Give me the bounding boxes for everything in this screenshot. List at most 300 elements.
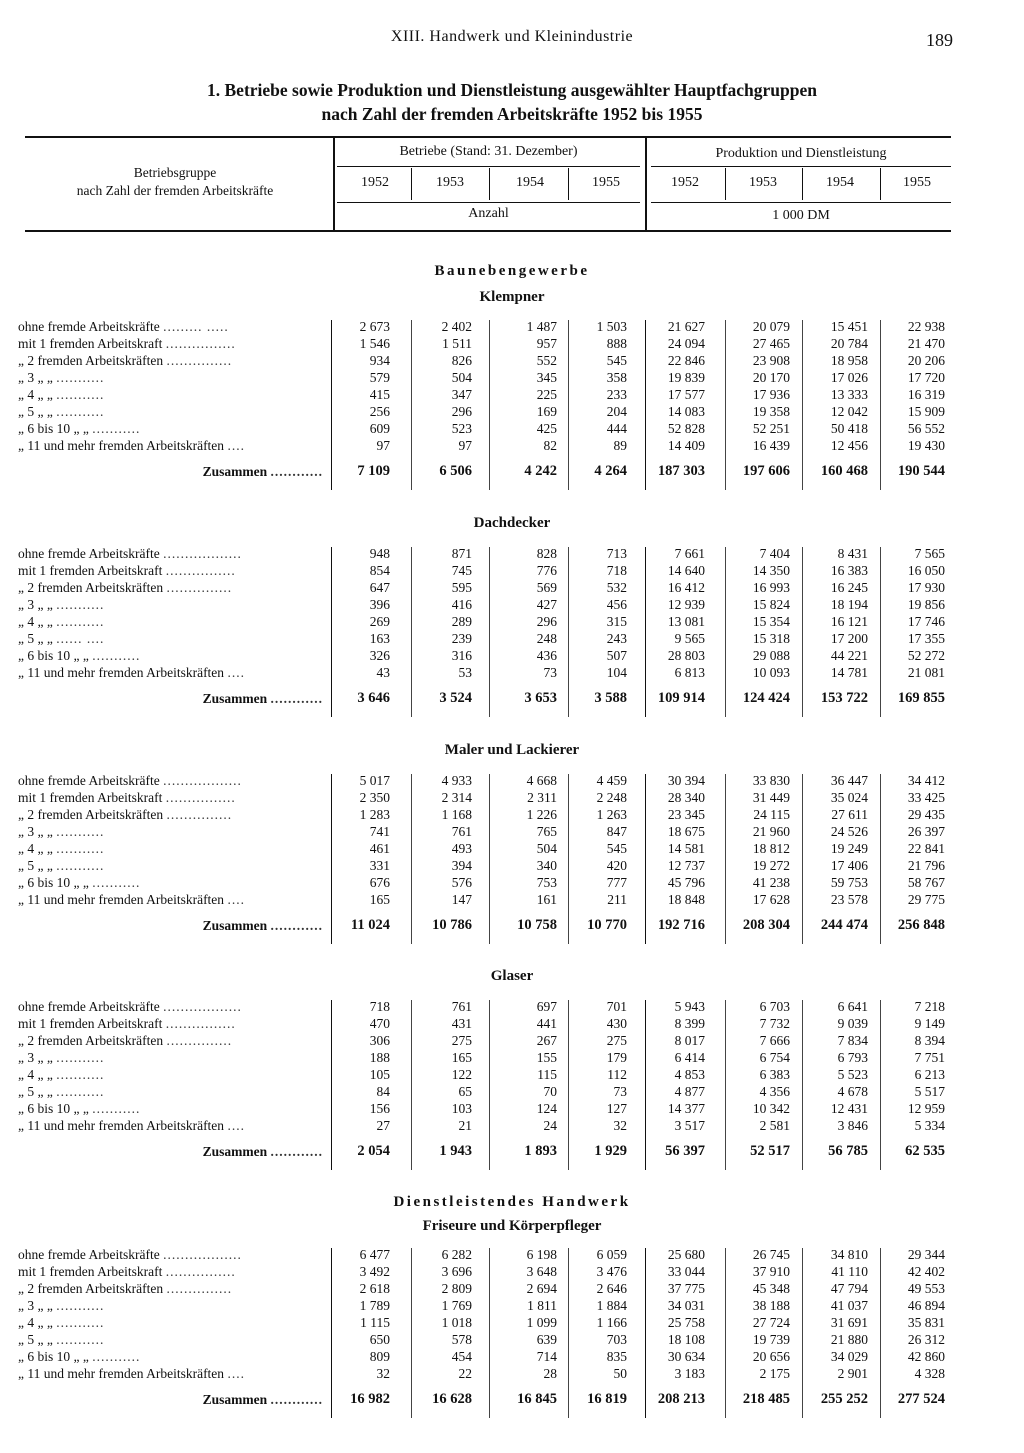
cell-value: 4 459 [596,773,627,788]
cell-value: 44 221 [830,648,868,663]
cell-value: 29 435 [907,807,945,822]
row-label [18,318,323,335]
cell-value: 761 [451,999,472,1014]
cell-value: 507 [606,648,627,663]
row-label [18,917,323,934]
cell-value: 52 517 [750,1143,790,1159]
table-row [0,806,1024,823]
leader-dots: .................. [163,999,242,1014]
leader-dots: ............ [270,691,323,706]
table-row [0,1100,1024,1117]
row-label [18,1331,323,1348]
cell-value: 33 044 [667,1264,705,1279]
cell-value: 6 793 [837,1050,868,1065]
cell-value: 22 [458,1366,472,1381]
leader-dots: ................ [165,1264,236,1279]
row-label-text: „ 6 bis 10 „ „ [18,648,89,663]
row-label [18,1100,323,1117]
table-row [0,1365,1024,1382]
cell-value: 28 340 [667,790,705,805]
cell-value: 595 [451,580,472,595]
leader-dots: ............... [166,580,233,595]
cell-value: 24 094 [667,336,705,351]
table-row [0,1049,1024,1066]
cell-value: 32 [376,1366,390,1381]
cell-value: 420 [606,858,627,873]
cell-value: 33 830 [752,773,790,788]
row-label-text: mit 1 fremden Arbeitskraft [18,1264,163,1279]
leader-dots: ............... [166,1281,233,1296]
cell-value: 14 640 [667,563,705,578]
cell-value: 190 544 [897,463,945,479]
cell-value: 15 354 [752,614,790,629]
cell-value: 89 [613,438,627,453]
cell-value: 1 929 [594,1143,627,1159]
header-line-c [337,202,640,203]
cell-value: 957 [536,336,557,351]
cell-value: 1 166 [596,1315,627,1330]
cell-value: 19 272 [752,858,790,873]
cell-value: 20 206 [907,353,945,368]
row-label-text: „ 2 fremden Arbeitskräften [18,807,164,822]
cell-value: 25 758 [667,1315,705,1330]
row-label-text: ohne fremde Arbeitskräfte [18,773,160,788]
row-label-text: ohne fremde Arbeitskräfte [18,546,160,561]
cell-value: 115 [537,1067,557,1082]
table-title-line1: 1. Betriebe sowie Produktion und Dienstleistung ausgewählter Hauptfachgruppen [207,80,817,100]
row-label [18,1365,323,1382]
cell-value: 8 394 [914,1033,945,1048]
cell-value: 552 [536,353,557,368]
cell-value: 248 [536,631,557,646]
row-label [18,1117,323,1134]
year-header: 1953 [436,175,464,190]
table-row [0,1280,1024,1297]
cell-value: 156 [369,1101,390,1116]
cell-value: 187 303 [657,463,705,479]
cell-value: 871 [451,546,472,561]
row-label [18,630,323,647]
cell-value: 4 328 [914,1366,945,1381]
leader-dots: ........... [56,597,105,612]
cell-value: 609 [369,421,390,436]
cell-value: 18 848 [667,892,705,907]
row-label [18,463,323,480]
table-row [0,613,1024,630]
cell-value: 16 121 [830,614,868,629]
group-divider [645,138,647,230]
row-label [18,664,323,681]
cell-value: 243 [606,631,627,646]
leader-dots: ........... [56,1084,105,1099]
row-label [18,1032,323,1049]
leader-dots: ........... [56,387,105,402]
cell-value: 97 [458,438,472,453]
leader-dots: ............... [166,353,233,368]
cell-value: 6 282 [441,1247,472,1262]
cell-value: 504 [536,841,557,856]
cell-value: 161 [536,892,557,907]
cell-value: 35 831 [907,1315,945,1330]
table-row [0,1246,1024,1263]
cell-value: 197 606 [742,463,790,479]
cell-value: 20 784 [830,336,868,351]
row-label [18,1066,323,1083]
cell-value: 4 678 [837,1084,868,1099]
cell-value: 545 [606,841,627,856]
row-label-text: „ 11 und mehr fremden Arbeitskräften [18,438,225,453]
cell-value: 934 [369,353,390,368]
cell-value: 20 079 [752,319,790,334]
row-label-text: „ 4 „ „ [18,614,53,629]
table-row [0,891,1024,908]
cell-value: 1 018 [441,1315,472,1330]
cell-value: 2 402 [441,319,472,334]
cell-value: 19 739 [752,1332,790,1347]
table-row [0,998,1024,1015]
cell-value: 34 810 [830,1247,868,1262]
cell-value: 16 245 [830,580,868,595]
cell-value: 569 [536,580,557,595]
cell-value: 17 355 [907,631,945,646]
cell-value: 22 841 [907,841,945,856]
cell-value: 16 383 [830,563,868,578]
header-line-a [337,166,640,167]
cell-value: 835 [606,1349,627,1364]
cell-value: 12 737 [667,858,705,873]
total-row [0,1391,1024,1408]
cell-value: 761 [451,824,472,839]
cell-value: 122 [451,1067,472,1082]
table-row [0,647,1024,664]
cell-value: 7 666 [759,1033,790,1048]
row-label-text: „ 4 „ „ [18,387,53,402]
cell-value: 62 535 [905,1143,945,1159]
leader-dots: ........... [56,1050,105,1065]
cell-value: 14 781 [830,665,868,680]
total-row [0,690,1024,707]
cell-value: 394 [451,858,472,873]
cell-value: 1 893 [524,1143,557,1159]
cell-value: 8 399 [674,1016,705,1031]
cell-value: 41 238 [752,875,790,890]
cell-value: 4 356 [759,1084,790,1099]
leader-dots: ............... [166,1033,233,1048]
row-label-text: ohne fremde Arbeitskräfte [18,319,160,334]
leader-dots: ........... [56,858,105,873]
cell-value: 431 [451,1016,472,1031]
group-header-produktion: Produktion und Dienstleistung [715,146,887,161]
table-row [0,1066,1024,1083]
cell-value: 3 492 [359,1264,390,1279]
cell-value: 718 [369,999,390,1014]
cell-value: 2 581 [759,1118,790,1133]
cell-value: 218 485 [742,1391,790,1407]
section-heading: Dienstleistendes Handwerk [393,1194,631,1210]
cell-value: 36 447 [830,773,868,788]
row-label-text: Zusammen [202,464,268,479]
row-label-text: „ 2 fremden Arbeitskräften [18,353,164,368]
cell-value: 25 680 [667,1247,705,1262]
table-row [0,1314,1024,1331]
cell-value: 444 [606,421,627,436]
row-label [18,998,323,1015]
section-heading: Baunebengewerbe [434,263,590,279]
row-label-text: „ 6 bis 10 „ „ [18,421,89,436]
row-label [18,891,323,908]
row-label [18,806,323,823]
cell-value: 103 [451,1101,472,1116]
cell-value: 35 024 [830,790,868,805]
cell-value: 256 848 [897,917,945,933]
cell-value: 16 819 [587,1391,627,1407]
cell-value: 427 [536,597,557,612]
cell-value: 109 914 [657,690,705,706]
cell-value: 701 [606,999,627,1014]
table-row [0,664,1024,681]
cell-value: 27 465 [752,336,790,351]
table-row [0,823,1024,840]
leader-dots: ........... [56,370,105,385]
cell-value: 52 272 [907,648,945,663]
cell-value: 38 188 [752,1298,790,1313]
cell-value: 12 939 [667,597,705,612]
cell-value: 1 115 [360,1315,390,1330]
cell-value: 1 811 [527,1298,557,1313]
cell-value: 70 [543,1084,557,1099]
cell-value: 104 [606,665,627,680]
cell-value: 211 [607,892,627,907]
cell-value: 49 553 [907,1281,945,1296]
cell-value: 888 [606,336,627,351]
cell-value: 4 933 [441,773,472,788]
cell-value: 21 081 [907,665,945,680]
cell-value: 3 653 [524,690,557,706]
cell-value: 1 789 [359,1298,390,1313]
leader-dots: ........... [56,1298,105,1313]
cell-value: 7 751 [914,1050,945,1065]
table-row [0,1297,1024,1314]
cell-value: 275 [606,1033,627,1048]
cell-value: 6 198 [526,1247,557,1262]
row-label-text: „ 3 „ „ [18,1050,53,1065]
cell-value: 42 860 [907,1349,945,1364]
table-row [0,1032,1024,1049]
row-label [18,579,323,596]
leader-dots: ........... [56,1067,105,1082]
cell-value: 650 [369,1332,390,1347]
cell-value: 4 242 [524,463,557,479]
row-label-text: „ 3 „ „ [18,370,53,385]
leader-dots: ........... [56,404,105,419]
cell-value: 19 430 [907,438,945,453]
cell-value: 523 [451,421,472,436]
cell-value: 192 716 [657,917,705,933]
cell-value: 14 083 [667,404,705,419]
cell-value: 21 [458,1118,472,1133]
cell-value: 165 [369,892,390,907]
cell-value: 53 [458,665,472,680]
cell-value: 127 [606,1101,627,1116]
cell-value: 289 [451,614,472,629]
cell-value: 854 [369,563,390,578]
row-label-text: „ 3 „ „ [18,824,53,839]
cell-value: 10 770 [587,917,627,933]
running-head: XIII. Handwerk und Kleinindustrie [390,28,634,45]
row-label-text: „ 5 „ „ [18,858,53,873]
cell-value: 416 [451,597,472,612]
row-label [18,335,323,352]
table-row [0,596,1024,613]
cell-value: 58 767 [907,875,945,890]
cell-value: 153 722 [820,690,868,706]
cell-value: 396 [369,597,390,612]
section-heading: Dachdecker [473,515,551,531]
cell-value: 3 588 [594,690,627,706]
cell-value: 6 506 [439,463,472,479]
section-heading: Glaser [490,968,534,984]
stub-header-line1: Betriebsgruppe [133,165,217,180]
cell-value: 545 [606,353,627,368]
cell-value: 160 468 [820,463,868,479]
table-row [0,562,1024,579]
cell-value: 345 [536,370,557,385]
cell-value: 809 [369,1349,390,1364]
cell-value: 169 [536,404,557,419]
row-label [18,1015,323,1032]
table-title [0,78,1024,126]
leader-dots: ........... [92,648,141,663]
cell-value: 27 611 [831,807,868,822]
table-row [0,1117,1024,1134]
cell-value: 2 673 [359,319,390,334]
cell-value: 441 [536,1016,557,1031]
cell-value: 45 348 [752,1281,790,1296]
cell-value: 16 628 [432,1391,472,1407]
cell-value: 470 [369,1016,390,1031]
table-title-line2: nach Zahl der fremden Arbeitskräfte 1952 bis 1955 [321,104,703,124]
total-row [0,1143,1024,1160]
leader-dots: ........... [56,614,105,629]
cell-value: 13 081 [667,614,705,629]
cell-value: 1 283 [359,807,390,822]
cell-value: 52 828 [667,421,705,436]
cell-value: 24 526 [830,824,868,839]
cell-value: 16 993 [752,580,790,595]
row-label [18,1391,323,1408]
table-row [0,630,1024,647]
row-label [18,352,323,369]
cell-value: 275 [451,1033,472,1048]
cell-value: 165 [451,1050,472,1065]
stub-header [25,164,325,200]
cell-value: 5 334 [914,1118,945,1133]
cell-value: 826 [451,353,472,368]
cell-value: 21 627 [667,319,705,334]
row-label-text: „ 11 und mehr fremden Arbeitskräften [18,1118,225,1133]
cell-value: 65 [458,1084,472,1099]
row-label-text: „ 6 bis 10 „ „ [18,1349,89,1364]
cell-value: 82 [543,438,557,453]
cell-value: 84 [376,1084,390,1099]
row-label-text: „ 5 „ „ [18,1332,53,1347]
cell-value: 326 [369,648,390,663]
cell-value: 124 424 [742,690,790,706]
cell-value: 18 675 [667,824,705,839]
cell-value: 97 [376,438,390,453]
cell-value: 493 [451,841,472,856]
row-label [18,596,323,613]
year-header: 1955 [592,175,620,190]
cell-value: 22 938 [907,319,945,334]
leader-dots: ............ [270,1144,323,1159]
leader-dots: .... [227,892,245,907]
table-row [0,857,1024,874]
table-row [0,1348,1024,1365]
row-label-text: ohne fremde Arbeitskräfte [18,1247,160,1262]
cell-value: 6 703 [759,999,790,1014]
leader-dots: ................ [165,790,236,805]
cell-value: 647 [369,580,390,595]
leader-dots: .... [227,438,245,453]
row-label-text: „ 6 bis 10 „ „ [18,1101,89,1116]
year-divider [411,168,412,200]
cell-value: 56 785 [828,1143,868,1159]
cell-value: 105 [369,1067,390,1082]
row-label-text: mit 1 fremden Arbeitskraft [18,1016,163,1031]
cell-value: 3 183 [674,1366,705,1381]
cell-value: 6 213 [914,1067,945,1082]
cell-value: 4 668 [526,773,557,788]
header-line-b [651,166,951,167]
cell-value: 777 [606,875,627,890]
cell-value: 3 517 [674,1118,705,1133]
cell-value: 18 108 [667,1332,705,1347]
cell-value: 10 786 [432,917,472,933]
cell-value: 50 418 [830,421,868,436]
row-label [18,1263,323,1280]
cell-value: 504 [451,370,472,385]
cell-value: 415 [369,387,390,402]
row-label [18,823,323,840]
cell-value: 1 511 [442,336,472,351]
table-row [0,772,1024,789]
year-header: 1954 [516,175,544,190]
cell-value: 17 930 [907,580,945,595]
cell-value: 21 470 [907,336,945,351]
cell-value: 7 661 [674,546,705,561]
table-row [0,403,1024,420]
cell-value: 7 404 [759,546,790,561]
row-label [18,545,323,562]
table-row [0,1263,1024,1280]
cell-value: 6 813 [674,665,705,680]
section-heading: Maler und Lackierer [444,742,580,758]
cell-value: 9 565 [674,631,705,646]
cell-value: 13 333 [830,387,868,402]
row-label [18,690,323,707]
cell-value: 3 646 [357,690,390,706]
cell-value: 2 901 [837,1366,868,1381]
table-row [0,789,1024,806]
cell-value: 436 [536,648,557,663]
cell-value: 456 [606,597,627,612]
cell-value: 26 312 [907,1332,945,1347]
cell-value: 17 026 [830,370,868,385]
cell-value: 296 [451,404,472,419]
cell-value: 17 746 [907,614,945,629]
leader-dots: ...... .... [56,631,105,646]
